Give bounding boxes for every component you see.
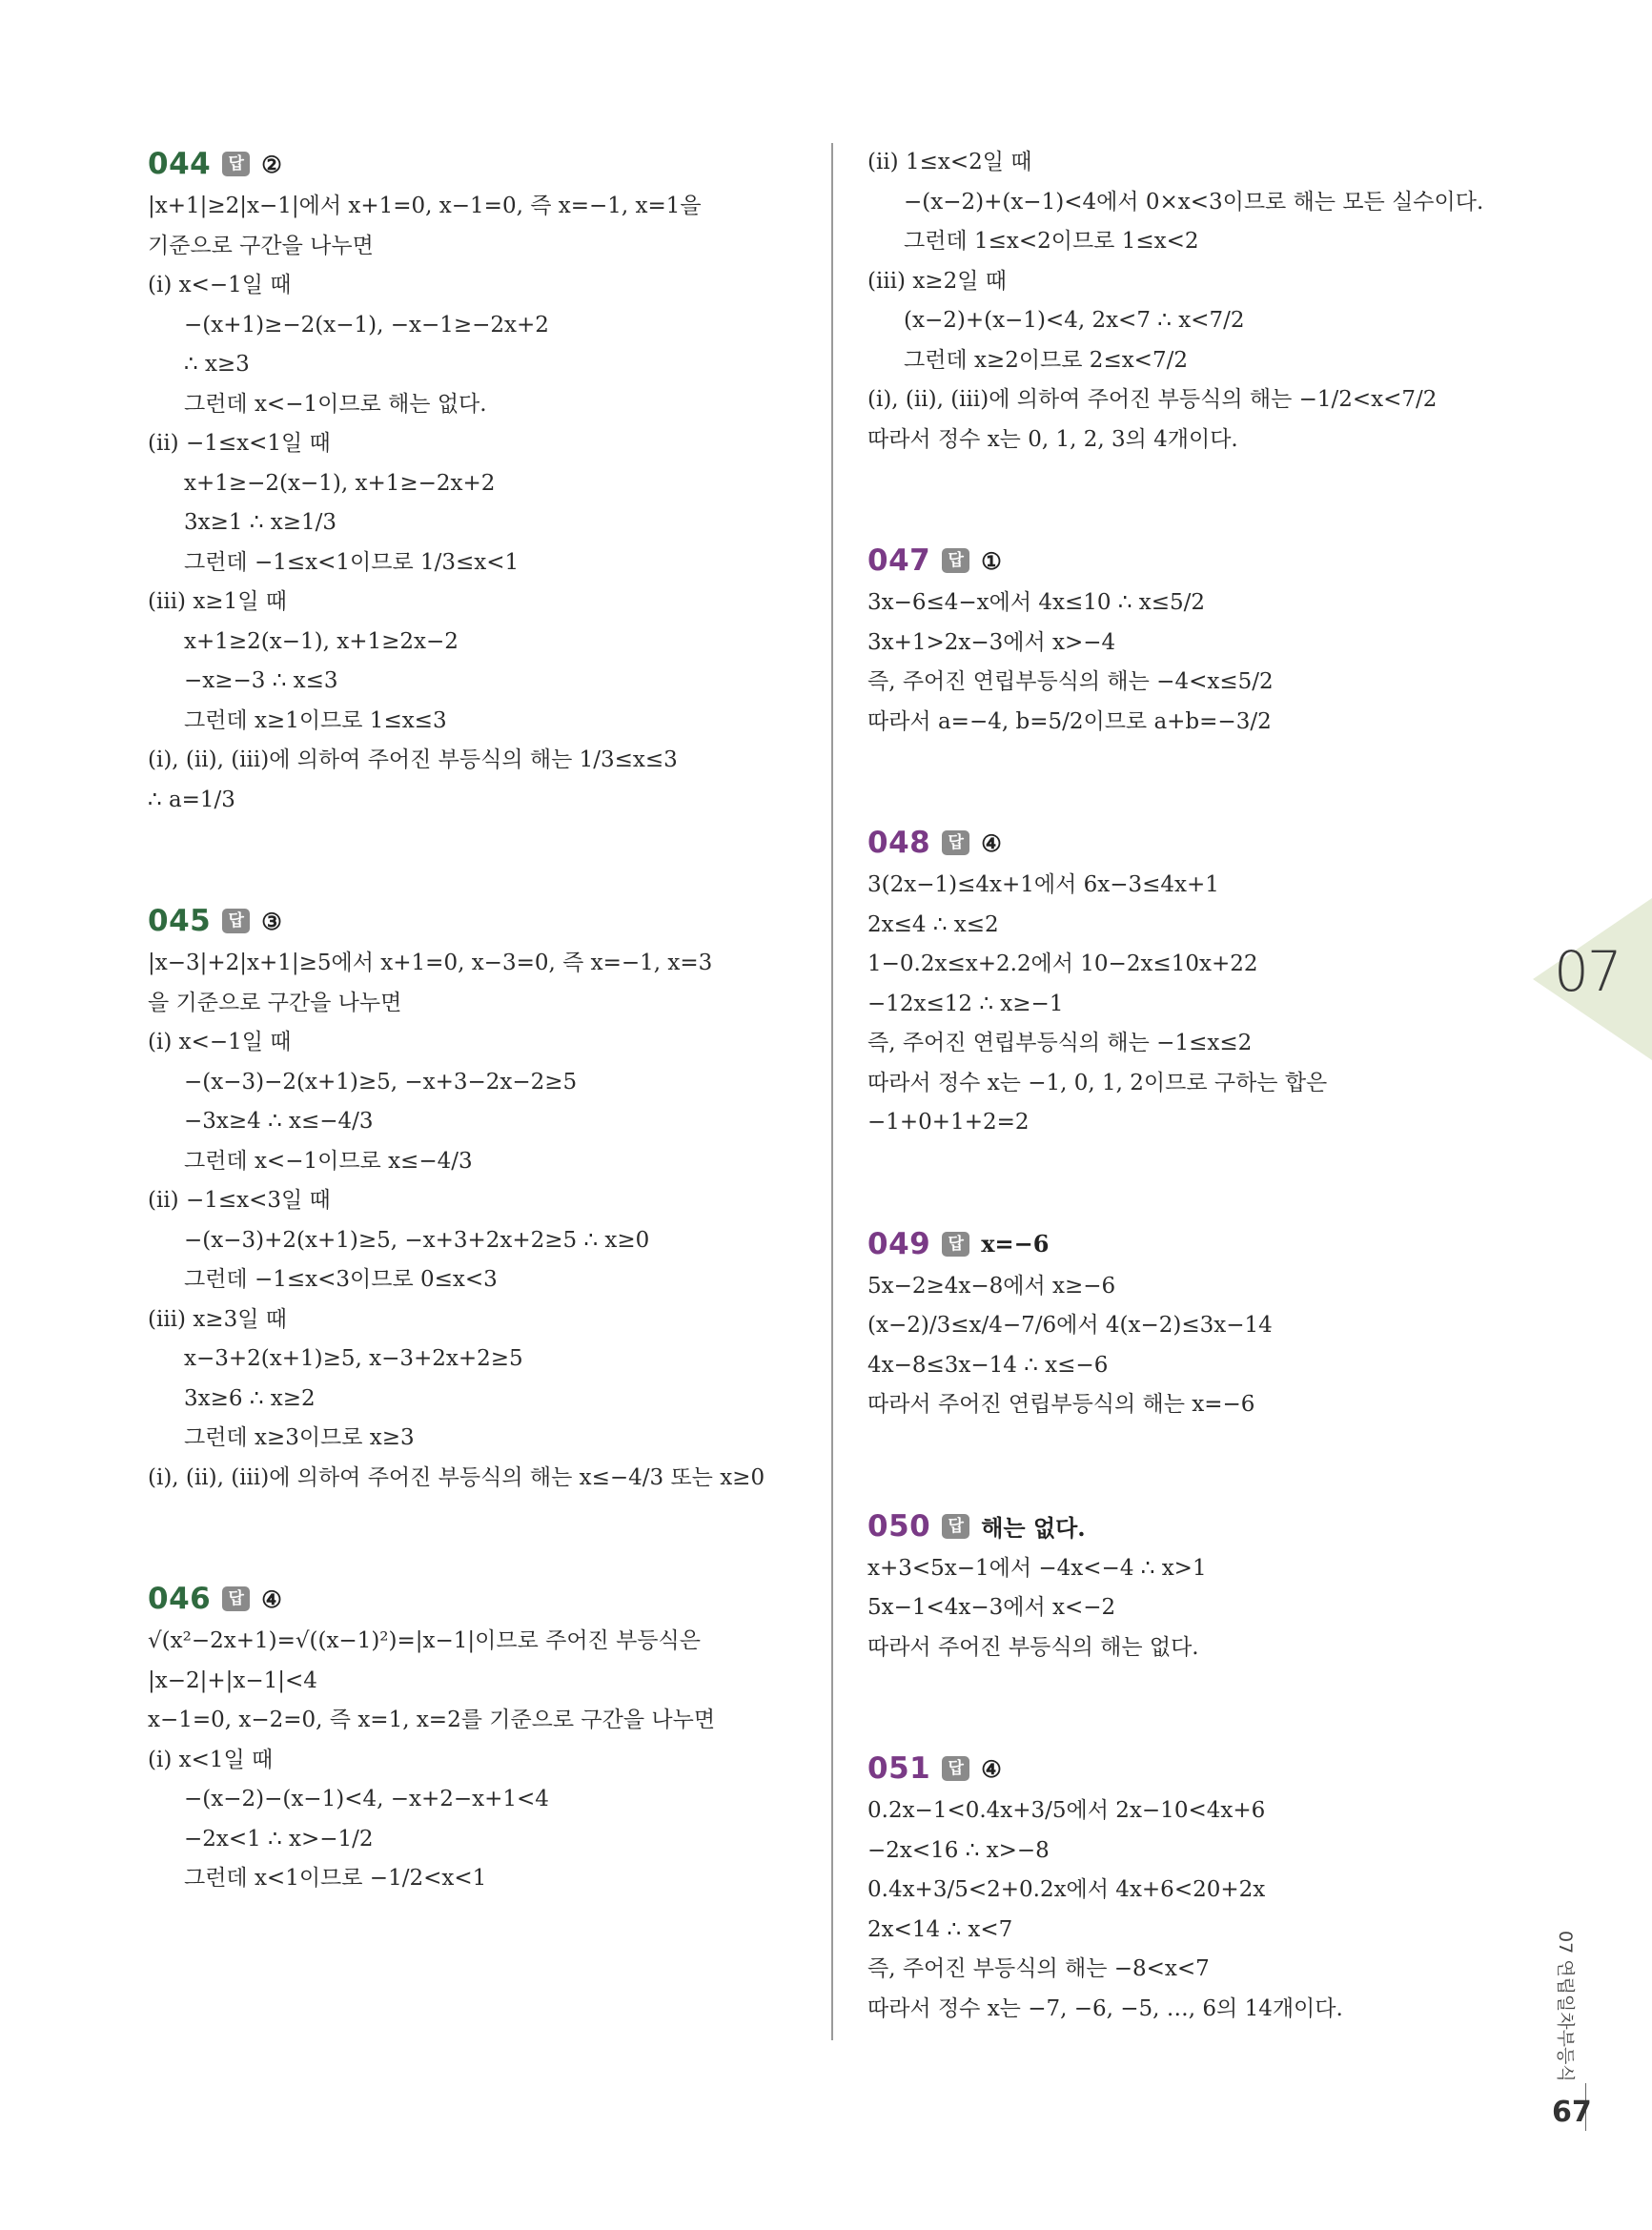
problem-header xyxy=(867,822,1525,864)
solution-line: ∴ x≥3 xyxy=(184,352,250,377)
solution-line: 따라서 a=−4, b=5/2이므로 a+b=−3/2 xyxy=(867,708,1272,734)
solution-line: −12x≤12 ∴ x≥−1 xyxy=(867,991,1064,1016)
solution-line: −(x+1)≥−2(x−1), −x−1≥−2x+2 xyxy=(184,312,549,338)
solution-line: (ⅱ) −1≤x<3일 때 xyxy=(148,1188,331,1213)
problem-number: 046 xyxy=(148,1582,212,1616)
solution-line: 5x−1<4x−3에서 x<−2 xyxy=(867,1595,1116,1620)
chapter-tab-number: 07 xyxy=(1554,939,1621,1004)
page-number: 67 xyxy=(1552,2096,1592,2129)
solution-line: |x+1|≥2|x−1|에서 x+1=0, x−1=0, 즉 x=−1, x=1을 xyxy=(148,194,702,218)
solution-line: (ⅰ), (ⅱ), (ⅲ)에 의하여 주어진 부등식의 해는 x≤−4/3 또는 x≥0 xyxy=(148,1464,765,1490)
solution-line: (ⅲ) x≥2일 때 xyxy=(867,268,1007,294)
solution-line: (x−2)+(x−1)<4, 2x<7 ∴ x<7/2 xyxy=(904,308,1245,333)
solution-line: 그런데 x≥2이므로 2≤x<7/2 xyxy=(904,347,1188,373)
solution-line: x−3+2(x+1)≥5, x−3+2x+2≥5 xyxy=(184,1346,523,1371)
answer-badge: 답 xyxy=(222,152,250,176)
solution-line: 따라서 정수 x는 −1, 0, 1, 2이므로 구하는 합은 xyxy=(867,1070,1328,1095)
problem-050 xyxy=(867,1505,1525,1668)
solution-line: (ⅲ) x≥3일 때 xyxy=(148,1306,287,1332)
answer-value: ④ xyxy=(261,1585,282,1613)
solution-line: 즉, 주어진 부등식의 해는 −8<x<7 xyxy=(867,1956,1210,1981)
answer-badge: 답 xyxy=(942,830,969,855)
problem-number: 047 xyxy=(867,543,931,578)
solution-line: 따라서 정수 x는 0, 1, 2, 3의 4개이다. xyxy=(867,426,1238,452)
problem-number: 048 xyxy=(867,826,931,860)
problem-046 xyxy=(148,1578,815,1899)
solution-line: 3x≥6 ∴ x≥2 xyxy=(184,1385,316,1411)
problem-049 xyxy=(867,1223,1525,1425)
solution-line: (ⅱ) 1≤x<2일 때 xyxy=(867,150,1032,174)
problem-048 xyxy=(867,822,1525,1143)
answer-badge: 답 xyxy=(942,1756,969,1781)
solution-line: 따라서 주어진 부등식의 해는 없다. xyxy=(867,1634,1199,1660)
solution-line: x+1≥−2(x−1), x+1≥−2x+2 xyxy=(184,470,496,496)
problem-number: 051 xyxy=(867,1751,931,1786)
solution-line: −x≥−3 ∴ x≤3 xyxy=(184,668,338,693)
solution-line: 그런데 x<1이므로 −1/2<x<1 xyxy=(184,1866,487,1891)
solution-line: −3x≥4 ∴ x≤−4/3 xyxy=(184,1109,374,1134)
problem-continuation xyxy=(867,143,1525,460)
solution-line: |x−2|+|x−1|<4 xyxy=(148,1667,317,1693)
solution-line: x+3<5x−1에서 −4x<−4 ∴ x>1 xyxy=(867,1555,1207,1581)
solution-line: 3x−6≤4−x에서 4x≤10 ∴ x≤5/2 xyxy=(867,590,1206,615)
solution-line: (ⅰ) x<−1일 때 xyxy=(148,273,292,297)
answer-value: ② xyxy=(261,150,282,178)
problem-number: 050 xyxy=(867,1508,931,1544)
problem-number: 049 xyxy=(867,1226,931,1261)
solution-line: −2x<1 ∴ x>−1/2 xyxy=(184,1826,374,1852)
solution-line: −(x−2)+(x−1)<4에서 0×x<3이므로 해는 모든 실수이다. xyxy=(904,189,1484,215)
solution-line: −(x−3)+2(x+1)≥5, −x+3+2x+2≥5 ∴ x≥0 xyxy=(184,1227,650,1253)
answer-badge: 답 xyxy=(222,909,250,933)
solution-line: −1+0+1+2=2 xyxy=(867,1110,1030,1135)
problem-number: 045 xyxy=(148,904,212,938)
solution-line: −(x−2)−(x−1)<4, −x+2−x+1<4 xyxy=(184,1787,549,1811)
problem-header xyxy=(148,900,815,942)
problem-number: 044 xyxy=(148,147,212,181)
solution-line: 0.2x−1<0.4x+3/5에서 2x−10<4x+6 xyxy=(867,1798,1266,1823)
problem-header xyxy=(867,1505,1525,1547)
problem-header xyxy=(867,1223,1525,1265)
answer-badge: 답 xyxy=(942,548,969,573)
problem-header xyxy=(148,1578,815,1620)
answer-value: ③ xyxy=(261,907,282,935)
solution-line: 따라서 주어진 연립부등식의 해는 x=−6 xyxy=(867,1392,1255,1417)
solution-line: 1−0.2x≤x+2.2에서 10−2x≤10x+22 xyxy=(867,951,1258,976)
answer-value: 해는 없다. xyxy=(981,1514,1086,1542)
problem-047 xyxy=(867,540,1525,742)
solution-line: (ⅰ) x<−1일 때 xyxy=(148,1030,292,1054)
solution-line: 3x≥1 ∴ x≥1/3 xyxy=(184,510,337,535)
answer-badge: 답 xyxy=(942,1514,969,1539)
solution-line: (ⅱ) −1≤x<1일 때 xyxy=(148,431,331,456)
solution-line: 그런데 x<−1이므로 해는 없다. xyxy=(184,391,487,417)
solution-line: −(x−3)−2(x+1)≥5, −x+3−2x−2≥5 xyxy=(184,1069,578,1095)
solution-line: ∴ a=1/3 xyxy=(148,787,235,812)
solution-line: 을 기준으로 구간을 나누면 xyxy=(148,990,402,1015)
solution-line: (x−2)/3≤x/4−7/6에서 4(x−2)≤3x−14 xyxy=(867,1313,1273,1338)
solution-line: 따라서 정수 x는 −7, −6, −5, …, 6의 14개이다. xyxy=(867,1995,1343,2021)
problem-header xyxy=(867,1748,1525,1790)
solution-line: 0.4x+3/5<2+0.2x에서 4x+6<20+2x xyxy=(867,1877,1266,1902)
column-divider xyxy=(831,143,833,2040)
answer-value: ① xyxy=(981,546,1002,575)
solution-line: 그런데 −1≤x<1이므로 1/3≤x<1 xyxy=(184,549,520,575)
solution-line: (ⅰ), (ⅱ), (ⅲ)에 의하여 주어진 부등식의 해는 1/3≤x≤3 xyxy=(148,747,678,772)
solution-line: x+1≥2(x−1), x+1≥2x−2 xyxy=(184,628,459,654)
solution-line: −2x<16 ∴ x>−8 xyxy=(867,1837,1050,1863)
solution-line: (ⅰ), (ⅱ), (ⅲ)에 의하여 주어진 부등식의 해는 −1/2<x<7/2 xyxy=(867,387,1438,412)
solution-line: 3x+1>2x−3에서 x>−4 xyxy=(867,629,1116,655)
problem-051 xyxy=(867,1748,1525,2029)
answer-badge: 답 xyxy=(942,1232,969,1257)
solution-line: 그런데 x<−1이므로 x≤−4/3 xyxy=(184,1148,473,1174)
right-column xyxy=(867,143,1525,2109)
solution-line: 기준으로 구간을 나누면 xyxy=(148,233,374,258)
solution-line: √(x²−2x+1)=√((x−1)²)=|x−1|이므로 주어진 부등식은 xyxy=(148,1628,701,1653)
problem-045 xyxy=(148,900,815,1498)
solution-line: 3(2x−1)≤4x+1에서 6x−3≤4x+1 xyxy=(867,872,1219,897)
solution-line: |x−3|+2|x+1|≥5에서 x+1=0, x−3=0, 즉 x=−1, x=3 xyxy=(148,951,713,975)
solution-line: 그런데 x≥1이므로 1≤x≤3 xyxy=(184,707,447,733)
left-column xyxy=(148,143,815,1979)
solution-line: 2x<14 ∴ x<7 xyxy=(867,1916,1013,1942)
solution-line: (ⅲ) x≥1일 때 xyxy=(148,589,287,614)
side-chapter-title: 07 연립일차부등식 xyxy=(1555,1931,1576,2082)
answer-value: x=−6 xyxy=(981,1230,1050,1258)
answer-value: ④ xyxy=(981,829,1002,857)
solution-line: x−1=0, x−2=0, 즉 x=1, x=2를 기준으로 구간을 나누면 xyxy=(148,1708,716,1732)
solution-line: 그런데 1≤x<2이므로 1≤x<2 xyxy=(904,229,1199,254)
answer-badge: 답 xyxy=(222,1586,250,1611)
solution-line: 즉, 주어진 연립부등식의 해는 −4<x≤5/2 xyxy=(867,669,1274,694)
problem-044 xyxy=(148,143,815,820)
solution-line: 5x−2≥4x−8에서 x≥−6 xyxy=(867,1273,1116,1299)
solution-line: 2x≤4 ∴ x≤2 xyxy=(867,911,999,937)
answer-value: ④ xyxy=(981,1754,1002,1783)
problem-header xyxy=(867,540,1525,582)
solution-line: (ⅰ) x<1일 때 xyxy=(148,1747,274,1772)
solution-line: 그런데 x≥3이므로 x≥3 xyxy=(184,1425,415,1450)
solution-line: 그런데 −1≤x<3이므로 0≤x<3 xyxy=(184,1267,498,1292)
solution-line: 즉, 주어진 연립부등식의 해는 −1≤x≤2 xyxy=(867,1031,1253,1055)
solution-line: 4x−8≤3x−14 ∴ x≤−6 xyxy=(867,1352,1109,1378)
problem-header xyxy=(148,143,815,185)
